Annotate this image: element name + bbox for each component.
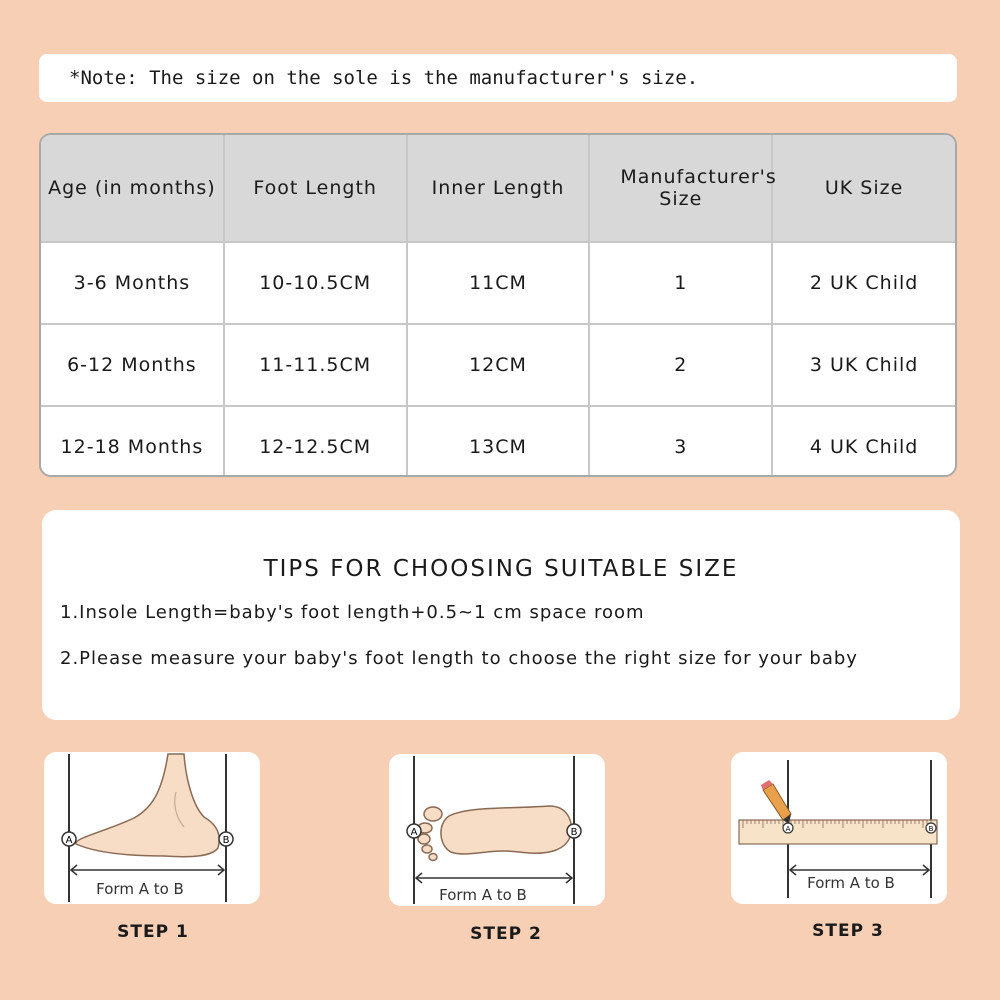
table-header-row	[41, 135, 955, 242]
point-a-label: A	[410, 827, 418, 838]
cell-uk-size: 3 UK Child	[772, 324, 955, 406]
header-age: Age (in months)	[41, 135, 224, 242]
step-caption: Form A to B	[439, 886, 527, 904]
pencil-icon	[761, 780, 791, 824]
size-chart-table	[39, 133, 957, 477]
cell-uk-size: 2 UK Child	[772, 242, 955, 324]
header-inner-length: Inner Length	[407, 135, 590, 242]
tips-title: TIPS FOR CHOOSING SUITABLE SIZE	[263, 556, 739, 582]
point-a-label: A	[65, 835, 73, 846]
step-caption: Form A to B	[96, 880, 184, 898]
size-note: *Note: The size on the sole is the manufacturer's size.	[39, 54, 957, 102]
point-a-label: A	[785, 825, 791, 833]
step-3-label: STEP 3	[812, 921, 884, 941]
step-caption: Form A to B	[807, 874, 895, 892]
tip-item: 1.Insole Length=baby's foot length+0.5~1 cm space room	[60, 602, 645, 623]
cell-age: 6-12 Months	[41, 324, 224, 406]
step-1-card	[44, 752, 260, 904]
cell-manufacturer-size: 2	[589, 324, 772, 406]
cell-manufacturer-size: 3	[589, 406, 772, 477]
cell-foot-length: 11-11.5CM	[224, 324, 407, 406]
cell-inner-length: 12CM	[407, 324, 590, 406]
foot-side-icon	[44, 752, 260, 904]
cell-inner-length: 11CM	[407, 242, 590, 324]
table-row	[41, 406, 955, 477]
foot-sole-icon	[389, 754, 605, 906]
header-foot-length: Foot Length	[224, 135, 407, 242]
cell-foot-length: 12-12.5CM	[224, 406, 407, 477]
tip-item: 2.Please measure your baby's foot length to choose the right size for your baby	[60, 648, 858, 669]
step-1-label: STEP 1	[117, 922, 189, 942]
step-2-label: STEP 2	[470, 924, 542, 944]
point-b-label: B	[222, 835, 230, 846]
ruler-icon	[739, 820, 937, 844]
ruler-measure-illustration	[731, 752, 947, 904]
header-uk-size: UK Size	[772, 135, 955, 242]
cell-manufacturer-size: 1	[589, 242, 772, 324]
cell-foot-length: 10-10.5CM	[224, 242, 407, 324]
cell-inner-length: 13CM	[407, 406, 590, 477]
point-b-label: B	[570, 827, 578, 838]
cell-age: 12-18 Months	[41, 406, 224, 477]
point-b-label: B	[928, 825, 934, 833]
step-3-card	[731, 752, 947, 904]
cell-uk-size: 4 UK Child	[772, 406, 955, 477]
table-row	[41, 324, 955, 406]
cell-age: 3-6 Months	[41, 242, 224, 324]
step-2-card	[389, 754, 605, 906]
header-manufacturer-size: Manufacturer's Size	[589, 135, 772, 242]
tips-panel	[42, 510, 960, 720]
table-row	[41, 242, 955, 324]
